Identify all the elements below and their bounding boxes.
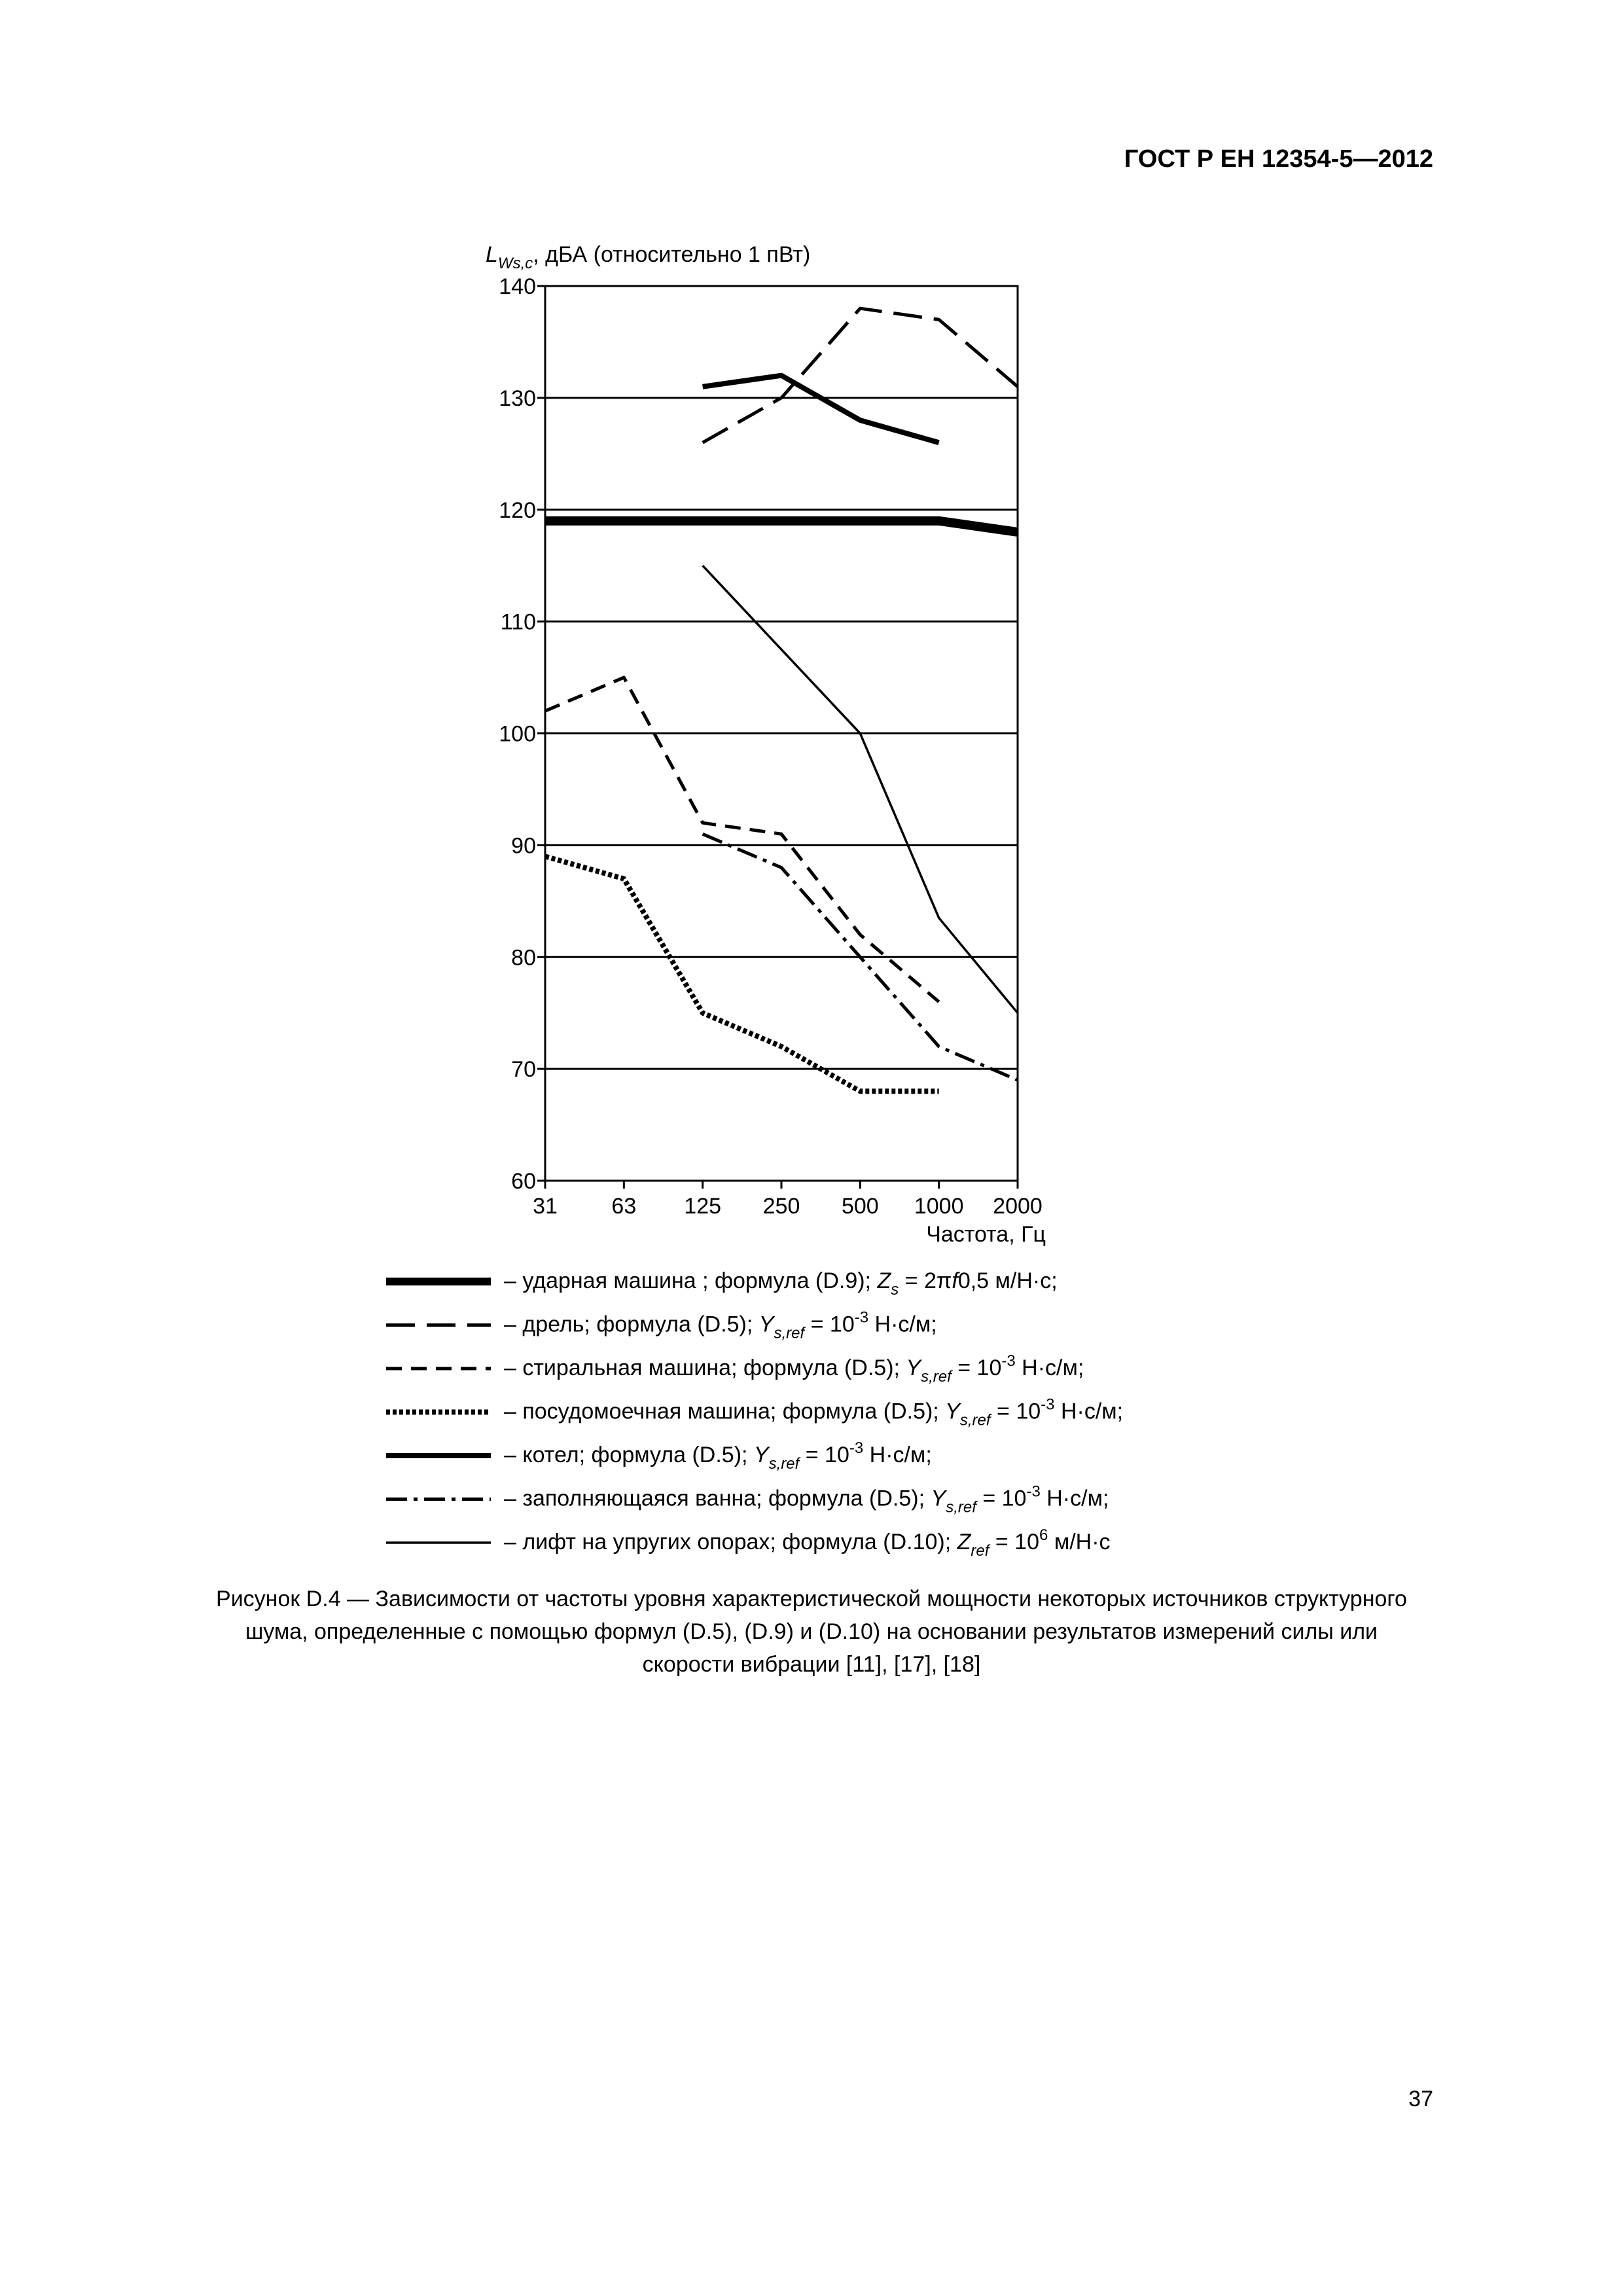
- y-axis-symbol: L: [486, 242, 498, 267]
- x-tick-label: 125: [684, 1194, 722, 1219]
- legend-label-bath: [504, 1483, 1109, 1516]
- caption-line-2: шума, определенные с помощью формул (D.5), (D.9) и (D.10) на основании результатов измерений силы или: [245, 1619, 1378, 1644]
- page-number: 37: [1408, 2087, 1433, 2111]
- legend-text-segment: Y: [906, 1355, 921, 1380]
- x-tick-label: 2000: [993, 1194, 1043, 1219]
- legend-text-segment: – лифт на упругих опорах; формула (D.10);: [504, 1530, 957, 1554]
- legend-text-segment: 0,5 м/Н·с;: [957, 1268, 1058, 1293]
- legend-text-segment: – заполняющаяся ванна; формула (D.5);: [504, 1486, 931, 1511]
- legend-text-segment: Н·с/м;: [1015, 1355, 1084, 1380]
- series-line-washer: [545, 677, 939, 1002]
- series-layer: [545, 308, 1018, 1091]
- legend-text-segment: – стиральная машина; формула (D.5);: [504, 1355, 906, 1380]
- legend-subscript: s,ref: [768, 1455, 800, 1473]
- legend-label-dishwasher: [504, 1396, 1123, 1429]
- legend-label-boiler: [504, 1439, 932, 1473]
- x-tick-label: 250: [762, 1194, 800, 1219]
- x-tick-label: 31: [533, 1194, 558, 1219]
- legend-text-segment: = 10: [989, 1530, 1040, 1554]
- legend-superscript: -3: [1001, 1352, 1016, 1370]
- legend-superscript: -3: [849, 1439, 864, 1457]
- y-tick-label: 90: [511, 833, 536, 859]
- legend-text-segment: = 2π: [899, 1268, 952, 1293]
- series-line-lift: [703, 565, 1018, 1013]
- legend-text-segment: Y: [753, 1443, 769, 1467]
- axes-layer: [486, 242, 1046, 1247]
- y-tick-label: 140: [499, 274, 536, 299]
- legend-text-segment: Z: [877, 1268, 891, 1293]
- y-tick-label: 130: [499, 386, 536, 411]
- legend-text-segment: = 10: [990, 1399, 1041, 1424]
- legend-text-segment: = 10: [951, 1355, 1002, 1380]
- x-tick-label: 1000: [914, 1194, 964, 1219]
- legend-label-drill: [504, 1309, 937, 1342]
- legend-superscript: -3: [854, 1308, 869, 1327]
- legend-subscript: s,ref: [921, 1368, 952, 1386]
- series-line-dishwasher: [545, 856, 939, 1091]
- y-tick-label: 100: [499, 721, 536, 747]
- legend-text-segment: – ударная машина ; формула (D.9);: [504, 1268, 878, 1293]
- caption-line-3: скорости вибрации [11], [17], [18]: [642, 1652, 981, 1677]
- legend-label-impact: [504, 1268, 1058, 1299]
- legend-label-washer: [504, 1352, 1084, 1386]
- legend-superscript: -3: [1041, 1395, 1055, 1414]
- y-axis-subscript: Ws,c: [497, 255, 533, 272]
- legend-text-segment: Н·с/м;: [863, 1443, 932, 1467]
- legend-text-segment: Н·с/м;: [1054, 1399, 1124, 1424]
- legend-text-segment: = 10: [804, 1312, 855, 1337]
- y-tick-label: 110: [500, 609, 536, 635]
- legend-text-segment: = 10: [799, 1443, 849, 1467]
- document-header: ГОСТ Р ЕН 12354-5—2012: [1124, 145, 1433, 173]
- series-line-impact: [545, 521, 1018, 532]
- legend-subscript: s: [891, 1281, 899, 1299]
- legend-text-segment: м/Н·с: [1048, 1530, 1111, 1554]
- caption-line-1: Рисунок D.4 — Зависимости от частоты уровня характеристической мощности некоторых источников структурного: [216, 1587, 1407, 1611]
- legend-text-segment: = 10: [976, 1486, 1027, 1511]
- legend-text-segment: – котел; формула (D.5);: [504, 1443, 754, 1467]
- legend-superscript: -3: [1026, 1482, 1041, 1501]
- legend-text-segment: – дрель; формула (D.5);: [504, 1312, 759, 1337]
- y-tick-label: 80: [511, 945, 536, 971]
- legend-text-segment: Y: [931, 1486, 946, 1511]
- legend-subscript: ref: [971, 1542, 990, 1560]
- y-tick-label: 60: [511, 1169, 536, 1194]
- x-tick-label: 63: [611, 1194, 637, 1219]
- figure-caption: [98, 1583, 1525, 1681]
- series-line-boiler: [703, 376, 939, 443]
- legend-text-segment: Н·с/м;: [868, 1312, 937, 1337]
- legend-subscript: s,ref: [959, 1411, 991, 1429]
- y-axis-title: [486, 242, 810, 272]
- legend-text-segment: f: [952, 1268, 958, 1293]
- legend-text-segment: Y: [945, 1399, 960, 1424]
- legend-superscript: 6: [1039, 1526, 1048, 1544]
- legend-label-lift: [504, 1526, 1111, 1560]
- y-axis-unit: , дБА (относительно 1 пВт): [533, 242, 811, 267]
- legend-text-segment: Н·с/м;: [1040, 1486, 1109, 1511]
- x-tick-label: 500: [841, 1194, 879, 1219]
- legend-text-segment: Y: [758, 1312, 774, 1337]
- legend-layer: [386, 1268, 1123, 1560]
- y-tick-label: 70: [511, 1057, 536, 1083]
- legend-subscript: s,ref: [946, 1498, 976, 1516]
- legend-text-segment: – посудомоечная машина; формула (D.5);: [504, 1399, 946, 1424]
- legend-text-segment: Z: [957, 1530, 971, 1554]
- y-tick-label: 120: [499, 497, 536, 523]
- x-axis-title: Частота, Гц: [926, 1222, 1046, 1247]
- legend-subscript: s,ref: [774, 1324, 805, 1342]
